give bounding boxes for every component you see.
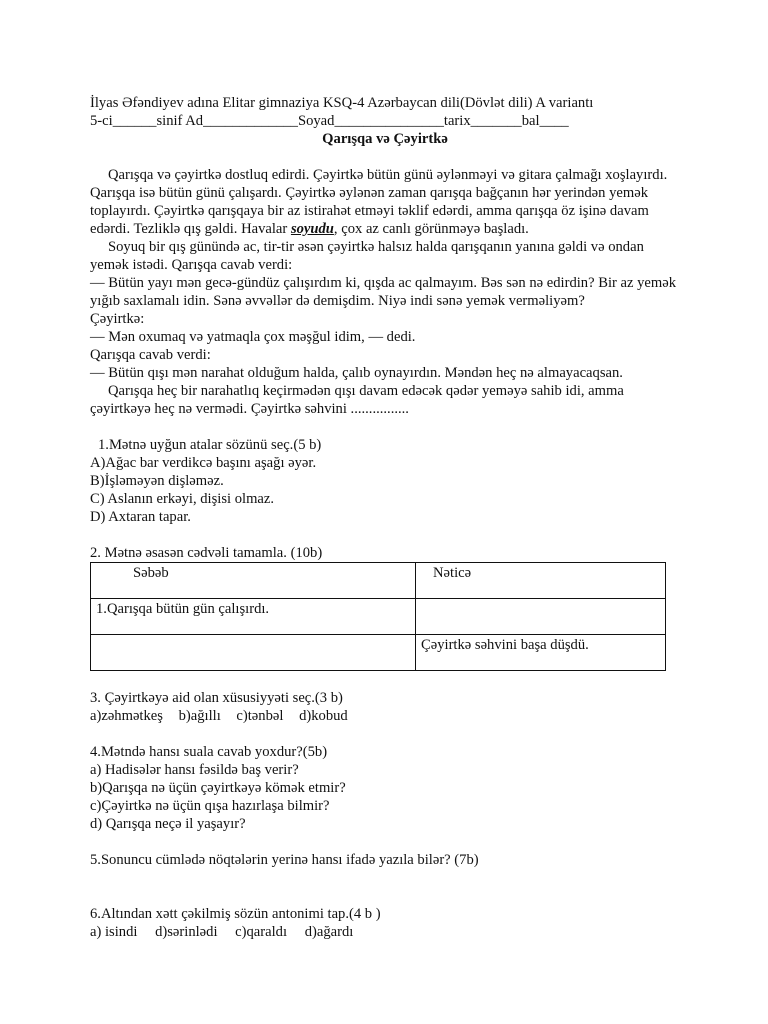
- spacer: [90, 869, 680, 887]
- q3-options: [90, 707, 680, 725]
- spacer: [90, 833, 680, 851]
- table-header-cause: Səbəb: [91, 563, 416, 599]
- q6-option-a: a) isindi: [90, 924, 138, 940]
- q4-option-b: b)Qarışqa nə üçün çəyirtkəyə kömək etmir?: [90, 780, 346, 796]
- question-4: 4.Mətndə hansı suala cavab yoxdur?(5b): [90, 744, 328, 760]
- q1-option-c: C) Aslanın erkəyi, dişisi olmaz.: [90, 491, 275, 507]
- story-paragraph-1: [90, 166, 680, 238]
- table-cell: 1.Qarışqa bütün gün çalışırdı.: [91, 599, 416, 635]
- story-paragraph-3: Qarışqa heç bir narahatlıq keçirmədən qışı davam edəcək qədər yeməyə sahib idi, amma çəyirtkəyə heç nə vermədi. Çəyirtkə səhvini ................: [90, 383, 624, 417]
- spacer: [90, 887, 680, 905]
- table-cell: Çəyirtkə səhvini başa düşdü.: [416, 635, 666, 671]
- header-line-student-fields: 5-ci______sinif Ad_____________Soyad_______________tarix_______bal____: [90, 113, 569, 129]
- spacer: [90, 725, 680, 743]
- spacer: [90, 418, 680, 436]
- q6-option-c: c)qaraldı: [235, 924, 288, 940]
- q1-option-a: A)Ağac bar verdikcə başını aşağı əyər.: [90, 455, 317, 471]
- q3-option-c: c)tənbəl: [236, 708, 284, 724]
- q6-options: [90, 923, 680, 941]
- q4-option-c: c)Çəyirtkə nə üçün qışa hazırlaşa bilmir?: [90, 798, 330, 814]
- q4-option-a: a) Hadisələr hansı fəsildə baş verir?: [90, 762, 299, 778]
- header-line-school: İlyas Əfəndiyev adına Elitar gimnaziya KSQ-4 Azərbaycan dili(Dövlət dili) A variantı: [90, 95, 594, 111]
- question-5: 5.Sonuncu cümlədə nöqtələrin yerinə hansı ifadə yazıla bilər? (7b): [90, 852, 479, 868]
- q4-option-d: d) Qarışqa neçə il yaşayır?: [90, 816, 246, 832]
- worksheet-content: [90, 94, 680, 941]
- dialogue-line-4: Qarışqa cavab verdi:: [90, 347, 211, 363]
- q3-option-a: a)zəhmətkeş: [90, 708, 163, 724]
- question-1: 1.Mətnə uyğun atalar sözünü seç.(5 b): [98, 437, 322, 453]
- dialogue-line-5: — Bütün qışı mən narahat olduğum halda, çalıb oynayırdın. Məndən heç nə almayacaqsan.: [90, 365, 623, 381]
- question-3: 3. Çəyirtkəyə aid olan xüsusiyyəti seç.(3 b): [90, 690, 343, 706]
- q6-option-d: d)ağardı: [304, 924, 354, 940]
- spacer: [90, 526, 680, 544]
- table-row: [91, 599, 666, 635]
- dialogue-line-1: — Bütün yayı mən gecə-gündüz çalışırdım ki, qışda ac qalmayım. Bəs sən nə edirdin? Bir az yemək yığıb saxlamalı idin. Sənə əvvəllər də demişdim. Niyə indi sənə yemək verməliyəm?: [90, 275, 677, 309]
- table-row: [91, 635, 666, 671]
- q3-option-b: b)ağıllı: [178, 708, 221, 724]
- underlined-word: soyudu: [290, 221, 334, 237]
- cause-effect-table: [90, 562, 666, 671]
- story-title: Qarışqa və Çəyirtkə: [322, 131, 448, 147]
- table-header-effect: Nəticə: [416, 563, 666, 599]
- story-text: , çox az canlı görünməyə başladı.: [333, 221, 529, 237]
- spacer: [90, 148, 680, 166]
- table-row: [91, 563, 666, 599]
- question-6: 6.Altından xətt çəkilmiş sözün antonimi tap.(4 b ): [90, 906, 381, 922]
- question-2: 2. Mətnə əsasən cədvəli tamamla. (10b): [90, 545, 323, 561]
- table-cell-blank[interactable]: [91, 635, 416, 671]
- story-paragraph-2: Soyuq bir qış günündə ac, tir-tir əsən çəyirtkə halsız halda qarışqanın yanına gəldi və ondan yemək istədi. Qarışqa cavab verdi:: [90, 239, 644, 273]
- spacer: [90, 671, 680, 689]
- dialogue-line-3: — Mən oxumaq və yatmaqla çox məşğul idim, — dedi.: [90, 329, 416, 345]
- dialogue-line-2: Çəyirtkə:: [90, 311, 145, 327]
- q1-option-b: B)İşləməyən dişləməz.: [90, 473, 224, 489]
- q6-option-b: d)sərinlədi: [155, 924, 218, 940]
- q1-option-d: D) Axtaran tapar.: [90, 509, 191, 525]
- story-text: Qarışqa və çəyirtkə dostluq edirdi. Çəyirtkə bütün günü əylənməyi və gitara çalmağı xoşlayırdı. Qarışqa isə bütün günü çalışardı. Çəyirtkə əylənən zaman qarışqa bağçanın hər yerindən yemək toplayırdı. Çəyirtkə qarışqaya bir az istirahət etməyi təklif edərdi, amma qarışqa öz işinə davam edərdi. Tezliklə qış gəldi. Havalar: [90, 167, 668, 237]
- q3-option-d: d)kobud: [299, 708, 348, 724]
- table-cell-blank[interactable]: [416, 599, 666, 635]
